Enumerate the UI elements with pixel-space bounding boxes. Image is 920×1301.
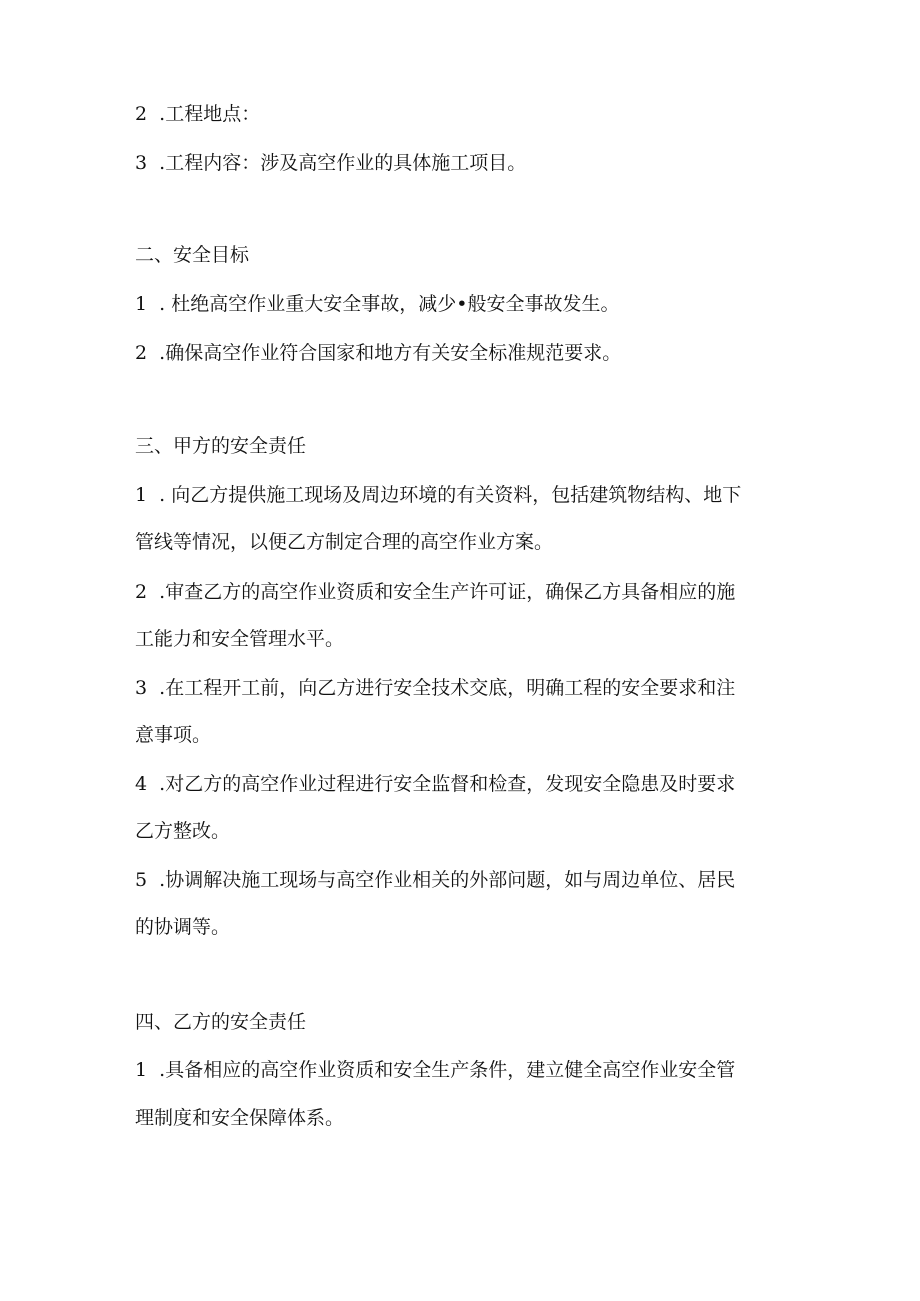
section-heading-safety-goals: 二、安全目标 xyxy=(135,244,250,266)
party-b-item-1-continued: 理制度和安全保障体系。 xyxy=(135,1107,345,1129)
party-a-item-2-continued: 工能力和安全管理水平。 xyxy=(135,628,345,650)
party-a-item-1-continued: 管线等情况，以便乙方制定合理的高空作业方案。 xyxy=(135,531,554,553)
item-project-location: 2 .工程地点： xyxy=(135,103,261,125)
section-heading-party-b: 四、乙方的安全责任 xyxy=(135,1011,307,1033)
goal-item-2: 2 .确保高空作业符合国家和地方有关安全标准规范要求。 xyxy=(135,342,622,364)
party-a-item-2: 2 .审查乙方的高空作业资质和安全生产许可证，确保乙方具备相应的施 xyxy=(135,581,736,603)
party-a-item-3-continued: 意事项。 xyxy=(135,724,212,746)
party-a-item-4: 4 .对乙方的高空作业过程进行安全监督和检查，发现安全隐患及时要求 xyxy=(135,773,736,795)
party-b-item-1: 1 .具备相应的高空作业资质和安全生产条件，建立健全高空作业安全管 xyxy=(135,1059,736,1081)
goal-item-1: 1 . 杜绝高空作业重大安全事故，减少•般安全事故发生。 xyxy=(135,293,620,315)
party-a-item-5: 5 .协调解决施工现场与高空作业相关的外部问题，如与周边单位、居民 xyxy=(135,869,736,891)
party-a-item-5-continued: 的协调等。 xyxy=(135,916,231,938)
item-project-content: 3 .工程内容：涉及高空作业的具体施工项目。 xyxy=(135,152,527,174)
party-a-item-1: 1 . 向乙方提供施工现场及周边环境的有关资料，包括建筑物结构、地下 xyxy=(135,484,742,506)
party-a-item-3: 3 .在工程开工前，向乙方进行安全技术交底，明确工程的安全要求和注 xyxy=(135,677,736,699)
party-a-item-4-continued: 乙方整改。 xyxy=(135,820,231,842)
section-heading-party-a: 三、甲方的安全责任 xyxy=(135,435,307,457)
